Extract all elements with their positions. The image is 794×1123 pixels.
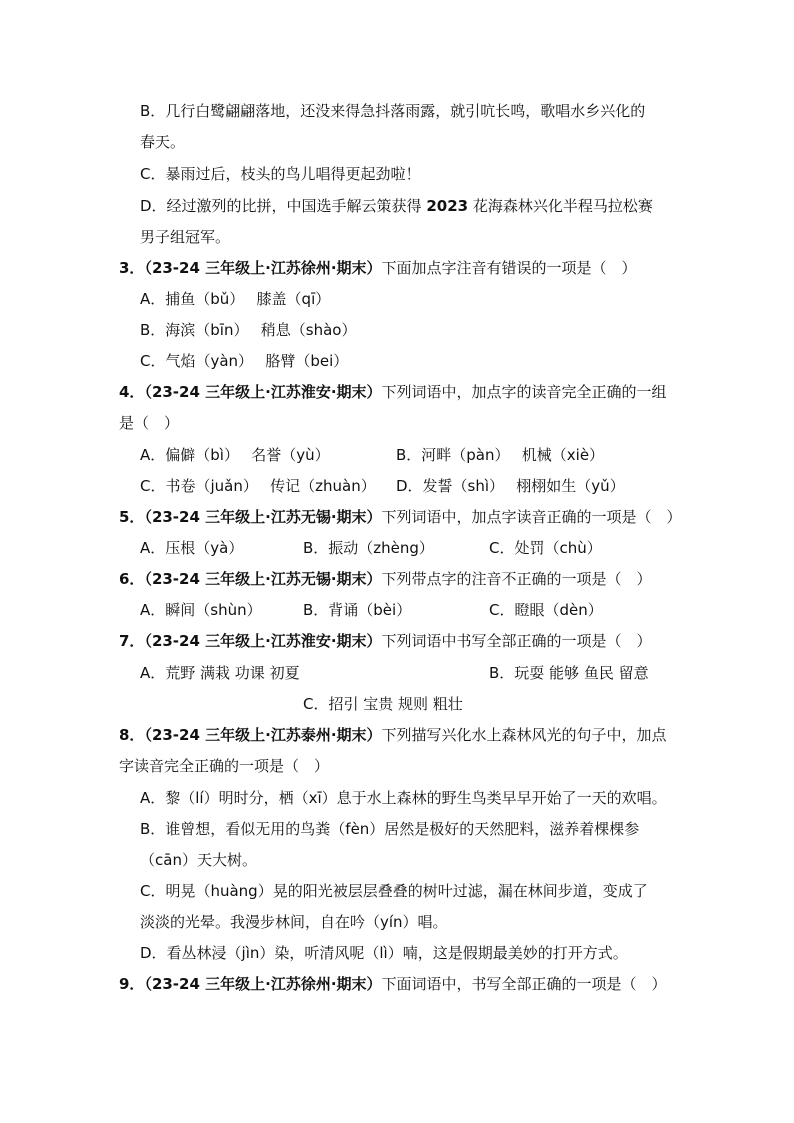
question-number: 9． xyxy=(119,975,145,993)
q5-option-a: A．压根（yà） xyxy=(140,539,244,557)
q4-option-a: A．偏僻（bì） 名誉（yù） xyxy=(140,446,330,464)
q6-option-a: A．瞬间（shùn） xyxy=(140,601,262,619)
question-8 xyxy=(119,720,667,751)
q3-option-c: C．气焰（yàn） 胳臂（bei） xyxy=(140,352,349,370)
question-number: 5． xyxy=(119,508,145,526)
q7-option-b: B．玩耍 能够 鱼民 留意 xyxy=(489,664,649,682)
q7-option-c: C．招引 宝贵 规则 粗壮 xyxy=(303,695,463,713)
source-tag: （23-24 三年级上·江苏徐州·期末） xyxy=(144,975,382,993)
question-number: 4． xyxy=(119,383,145,401)
question-number: 3． xyxy=(119,259,145,277)
q5-option-b: B．振动（zhèng） xyxy=(303,539,434,557)
q8-option-b-line2: （cān）天大树。 xyxy=(140,851,257,869)
q2-d-rest: 花海森林兴化半程马拉松赛 xyxy=(468,197,653,215)
q8-option-a: A．黎（lí）明时分，栖（xī）息于水上森林的野生鸟类早早开始了一天的欢唱。 xyxy=(140,789,667,807)
q3-option-b: B．海滨（bīn） 稍息（shào） xyxy=(140,321,357,339)
question-number: 7． xyxy=(119,632,145,650)
q4-option-c: C．书卷（juǎn） 传记（zhuàn） xyxy=(140,477,376,495)
question-stem: 下列词语中书写全部正确的一项是（ ） xyxy=(381,632,652,650)
question-stem: 下列词语中，加点字读音正确的一项是（ ） xyxy=(381,508,682,526)
q8-option-d: D．看丛林浸（jìn）染，听清风呢（lì）喃，这是假期最美妙的打开方式。 xyxy=(140,944,628,962)
question-3 xyxy=(119,253,637,284)
question-5 xyxy=(119,502,682,533)
q5-option-c: C．处罚（chù） xyxy=(489,539,602,557)
question-number: 6． xyxy=(119,570,145,588)
q8-option-c-line2: 淡淡的光晕。我漫步林间，自在吟（yín）唱。 xyxy=(140,913,448,931)
q8-option-c-line1: C．明晃（huàng）晃的阳光被层层叠叠的树叶过滤，漏在林间步道，变成了 xyxy=(140,882,648,900)
q8-stem-line2: 字读音完全正确的一项是（ ） xyxy=(119,757,330,775)
q2-d-year: 2023 xyxy=(426,197,469,215)
q4-stem-line2: 是（ ） xyxy=(119,414,180,432)
question-6 xyxy=(119,564,652,595)
q4-option-d: D．发誓（shì） 栩栩如生（yǔ） xyxy=(396,477,625,495)
question-stem: 下列带点字的注音不正确的一项是（ ） xyxy=(381,570,652,588)
q6-option-b: B．背诵（bèi） xyxy=(303,601,412,619)
q3-option-a: A．捕鱼（bǔ） 膝盖（qī） xyxy=(140,290,331,308)
source-tag: （23-24 三年级上·江苏徐州·期末） xyxy=(144,259,382,277)
source-tag: （23-24 三年级上·江苏淮安·期末） xyxy=(144,632,382,650)
question-7 xyxy=(119,626,652,657)
q8-option-b-line1: B．谁曾想，看似无用的鸟粪（fèn）居然是极好的天然肥料，滋养着棵棵参 xyxy=(140,820,640,838)
source-tag: （23-24 三年级上·江苏无锡·期末） xyxy=(144,570,382,588)
question-stem: 下列词语中，加点字的读音完全正确的一组 xyxy=(381,383,667,401)
question-stem: 下面词语中，书写全部正确的一项是（ ） xyxy=(381,975,667,993)
question-4 xyxy=(119,377,667,408)
q2-option-c: C．暴雨过后，枝头的鸟儿唱得更起劲啦！ xyxy=(140,165,421,183)
q6-option-c: C．瞪眼（dèn） xyxy=(489,601,603,619)
q4-option-b: B．河畔（pàn） 机械（xiè） xyxy=(396,446,605,464)
q2-option-d-line2: 男子组冠军。 xyxy=(140,228,231,246)
q7-option-a: A．荒野 满栽 功课 初夏 xyxy=(140,664,300,682)
question-number: 8． xyxy=(119,726,145,744)
q2-option-b-line2: 春天。 xyxy=(140,133,186,151)
q2-d-prefix: D．经过激列的比拼，中国选手解云策获得 xyxy=(140,197,427,215)
q2-option-d-line1 xyxy=(140,191,653,222)
source-tag: （23-24 三年级上·江苏无锡·期末） xyxy=(144,508,382,526)
q2-option-b-line1: B．几行白鹭翩翩落地，还没来得急抖落雨露，就引吭长鸣，歌唱水乡兴化的 xyxy=(140,102,646,120)
question-9 xyxy=(119,969,667,1000)
source-tag: （23-24 三年级上·江苏淮安·期末） xyxy=(144,383,382,401)
question-stem: 下列描写兴化水上森林风光的句子中，加点 xyxy=(381,726,667,744)
question-stem: 下面加点字注音有错误的一项是（ ） xyxy=(381,259,637,277)
source-tag: （23-24 三年级上·江苏泰州·期末） xyxy=(144,726,382,744)
